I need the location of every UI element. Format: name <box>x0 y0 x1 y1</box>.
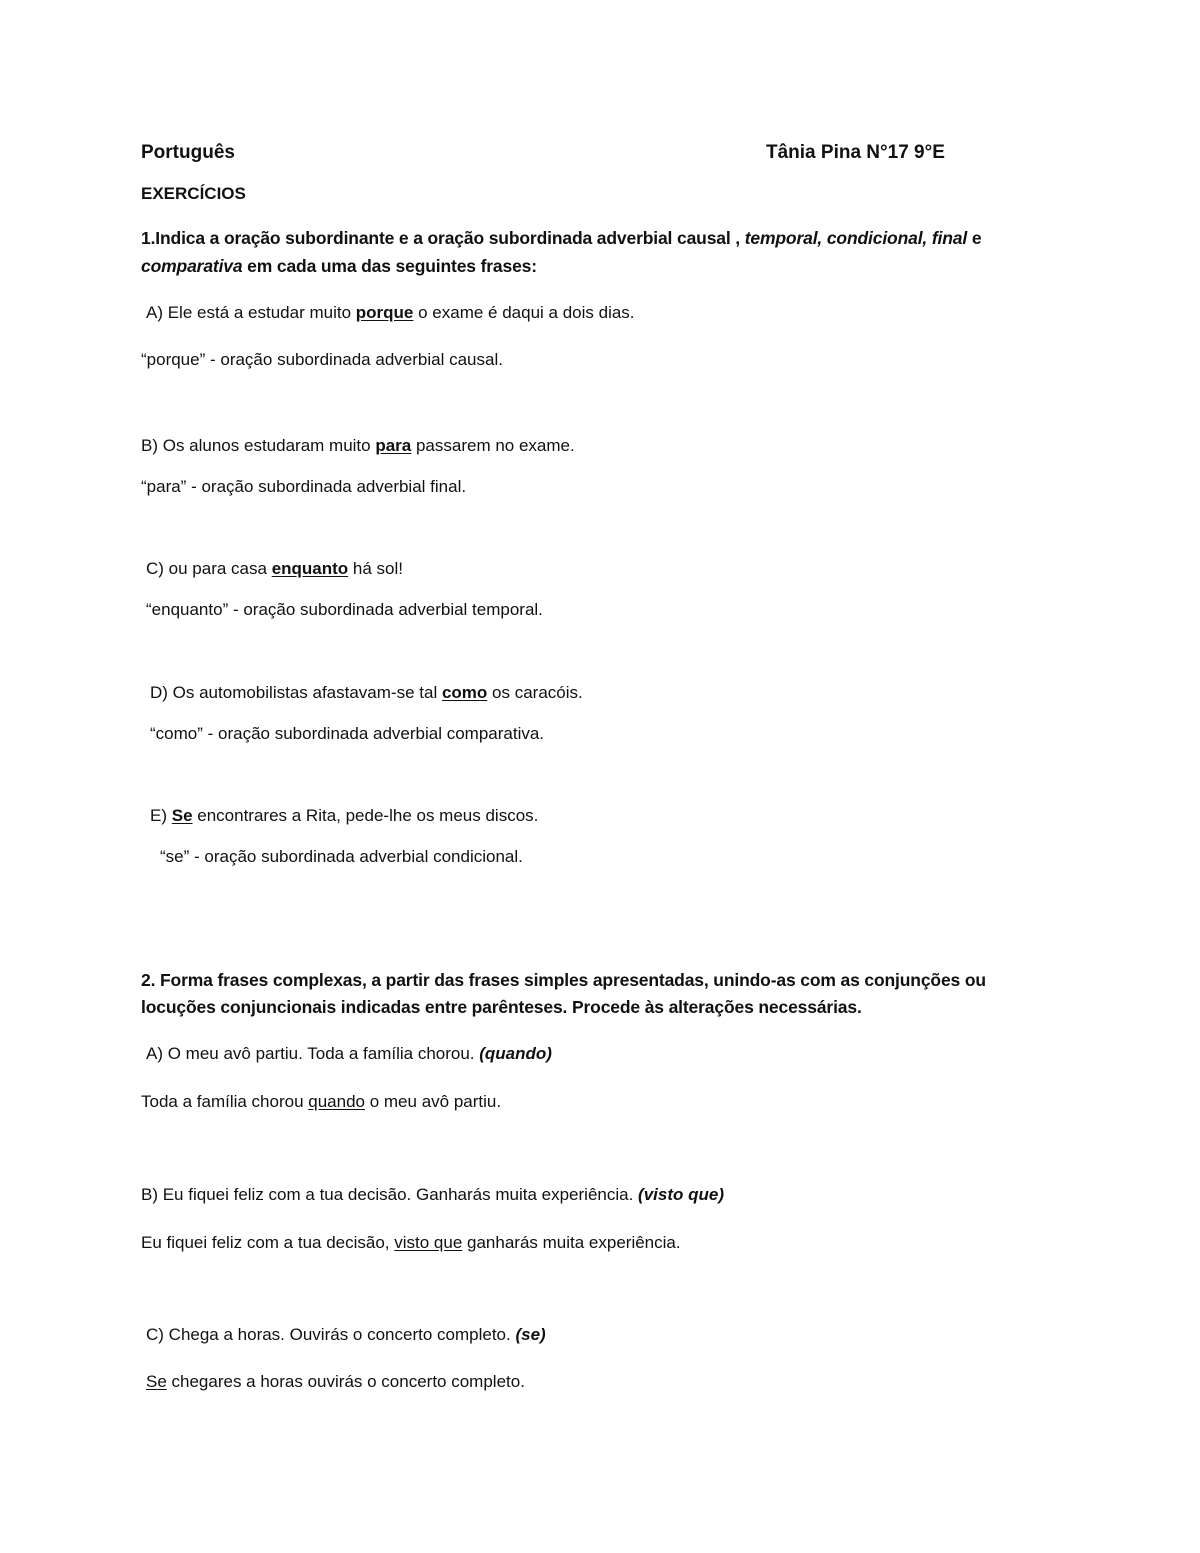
q1-item-c-sentence <box>146 558 403 580</box>
q1-item-e-conjunction: Se <box>171 806 193 825</box>
q1-title-part-a: 1.Indica a oração subordinante e a oração subordinada adverbial causal , <box>141 228 740 248</box>
q1-title-italic-types: temporal, condicional, final <box>744 228 968 248</box>
q2-item-c-answer <box>146 1371 525 1393</box>
q2-item-c-question <box>146 1324 546 1346</box>
q1-item-b-post: passarem no exame. <box>411 436 575 455</box>
q2-title-line1: 2. Forma frases complexas, a partir das frases simples apresentadas, unindo-as com as conjunções ou <box>141 970 986 990</box>
q1-item-e-pre: E) <box>150 806 172 825</box>
q1-item-d-conjunction: como <box>441 683 488 702</box>
q1-item-b-pre: B) Os alunos estudaram muito <box>141 436 376 455</box>
q2-item-b-conjunction: (visto que) <box>638 1185 724 1204</box>
q1-item-d-pre: D) Os automobilistas afastavam-se tal <box>150 683 442 702</box>
subject-heading: Português <box>141 142 235 163</box>
q2-item-a-answer <box>141 1091 501 1113</box>
q1-item-d-sentence <box>150 682 583 704</box>
q2-item-a-question <box>146 1043 552 1065</box>
q1-item-b-answer: “para” - oração subordinada adverbial final. <box>141 477 467 496</box>
q2-item-c-sentences: C) Chega a horas. Ouvirás o concerto completo. <box>146 1325 516 1344</box>
q2-item-a-answer-post: o meu avô partiu. <box>365 1092 502 1111</box>
q2-title-line2: locuções conjuncionais indicadas entre parênteses. Procede às alterações necessárias. <box>141 997 862 1017</box>
q1-title-line2 <box>141 255 537 277</box>
q2-item-b-answer-pre: Eu fiquei feliz com a tua decisão, <box>141 1233 395 1252</box>
q1-item-d-post: os caracóis. <box>487 683 583 702</box>
q1-item-a-sentence <box>146 302 635 324</box>
q2-item-c-conjunction: (se) <box>515 1325 546 1344</box>
student-name: Tânia Pina N°17 9°E <box>766 142 945 163</box>
q2-item-b-answer-conjunction: visto que <box>394 1233 463 1252</box>
q1-item-d-answer: “como” - oração subordinada adverbial comparativa. <box>150 724 545 743</box>
q2-item-b-answer-post: ganharás muita experiência. <box>462 1233 681 1252</box>
q1-item-c-post: há sol! <box>348 559 403 578</box>
q1-item-e-sentence <box>150 805 538 827</box>
q1-item-c-conjunction: enquanto <box>271 559 349 578</box>
section-title: EXERCÍCIOS <box>141 184 246 203</box>
q1-item-a-conjunction: porque <box>355 303 414 322</box>
q2-item-a-conjunction: (quando) <box>479 1044 552 1063</box>
q2-item-b-sentences: B) Eu fiquei feliz com a tua decisão. Ganharás muita experiência. <box>141 1185 639 1204</box>
q1-title-italic-comparativa: comparativa <box>141 256 243 276</box>
q1-item-b-conjunction: para <box>375 436 412 455</box>
q1-title-part-b: em cada uma das seguintes frases: <box>247 256 537 276</box>
q2-item-b-question <box>141 1184 724 1206</box>
q1-item-e-post: encontrares a Rita, pede-lhe os meus discos. <box>192 806 539 825</box>
q2-item-a-answer-conjunction: quando <box>308 1092 365 1111</box>
q1-item-a-pre: A) Ele está a estudar muito <box>146 303 356 322</box>
q1-title-line1 <box>141 227 981 249</box>
q2-item-b-answer <box>141 1232 681 1254</box>
q1-item-b-sentence <box>141 435 575 457</box>
q1-item-c-pre: C) ou para casa <box>146 559 272 578</box>
q2-item-a-sentences: A) O meu avô partiu. Toda a família chorou. <box>146 1044 480 1063</box>
q2-item-c-answer-conjunction: Se <box>146 1372 167 1391</box>
q2-item-a-answer-pre: Toda a família chorou <box>141 1092 309 1111</box>
q2-item-c-answer-post: chegares a horas ouvirás o concerto completo. <box>166 1372 525 1391</box>
q1-item-a-answer: “porque” - oração subordinada adverbial causal. <box>141 350 503 369</box>
q1-item-e-answer: “se” - oração subordinada adverbial condicional. <box>160 847 523 866</box>
q1-title-and: e <box>971 228 982 248</box>
q1-item-a-post: o exame é daqui a dois dias. <box>413 303 635 322</box>
q1-item-c-answer: “enquanto” - oração subordinada adverbial temporal. <box>146 600 543 619</box>
